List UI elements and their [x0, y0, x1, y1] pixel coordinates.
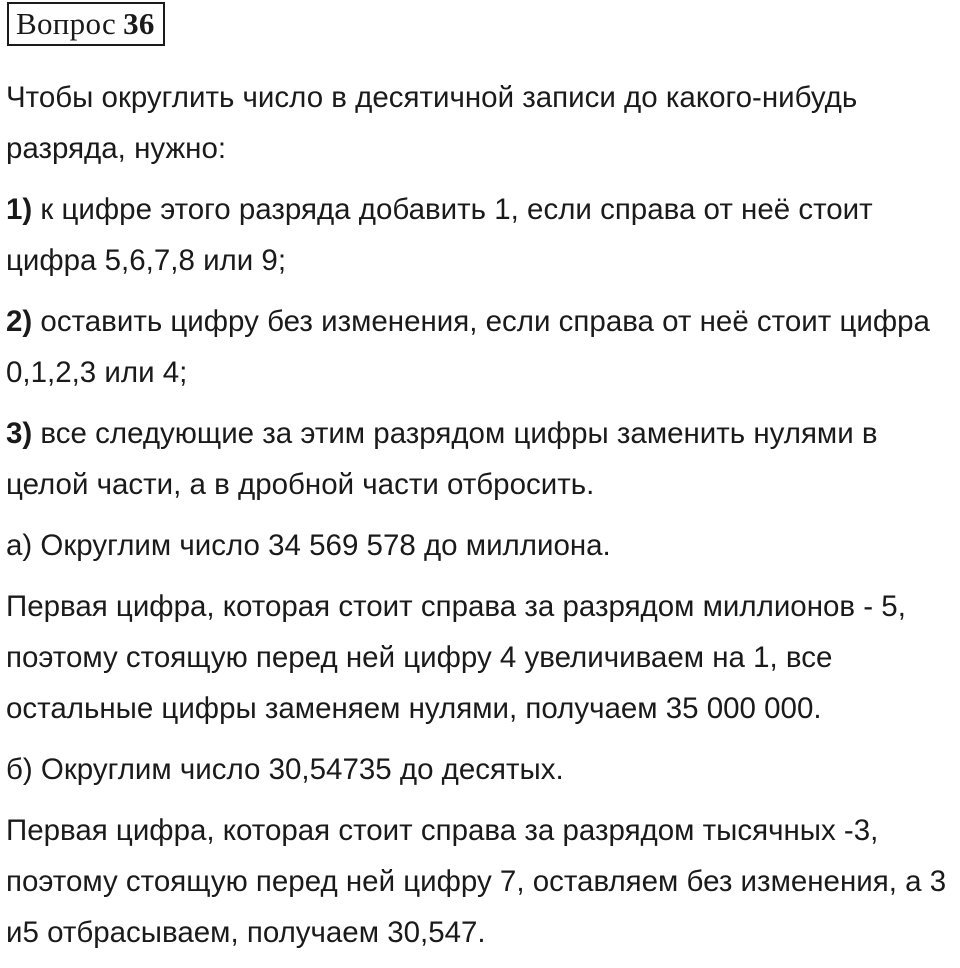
- rule-intro: Чтобы округлить число в десятичной записи до какого-нибудь разряда, нужно:: [6, 81, 858, 165]
- step-marker: 2): [6, 305, 33, 338]
- question-number-box: [7, 2, 165, 46]
- example-a-solution: Первая цифра, которая стоит справа за разрядом миллионов - 5, поэтому стоящую перед ней цифру 4 увеличиваем на 1, все остальные цифры заменяем нулями, получаем 35 000 000.: [6, 590, 906, 725]
- example-a-task: а) Округлим число 34 569 578 до миллиона.: [6, 529, 611, 562]
- rule-step-1: [6, 184, 958, 286]
- question-number: 36: [123, 6, 155, 41]
- step-text: к цифре этого разряда добавить 1, если справа от неё стоит цифра 5,6,7,8 или 9;: [6, 193, 873, 277]
- step-text: оставить цифру без изменения, если справа от неё стоит цифра 0,1,2,3 или 4;: [6, 305, 930, 389]
- example-b-solution: Первая цифра, которая стоит справа за разрядом тысячных -3, поэтому стоящую перед ней цифру 7, оставляем без изменения, а 3 и5 отбрасываем, получаем 30,547.: [6, 814, 947, 949]
- example-b-task: б) Округлим число 30,54735 до десятых.: [6, 753, 564, 786]
- answer-content: [6, 72, 958, 968]
- rule-step-3: [6, 408, 958, 510]
- question-label: Вопрос: [16, 6, 117, 41]
- step-text: все следующие за этим разрядом цифры заменить нулями в целой части, а в дробной части отбросить.: [6, 417, 878, 501]
- step-marker: 3): [6, 417, 33, 450]
- step-marker: 1): [6, 193, 33, 226]
- rule-step-2: [6, 296, 958, 398]
